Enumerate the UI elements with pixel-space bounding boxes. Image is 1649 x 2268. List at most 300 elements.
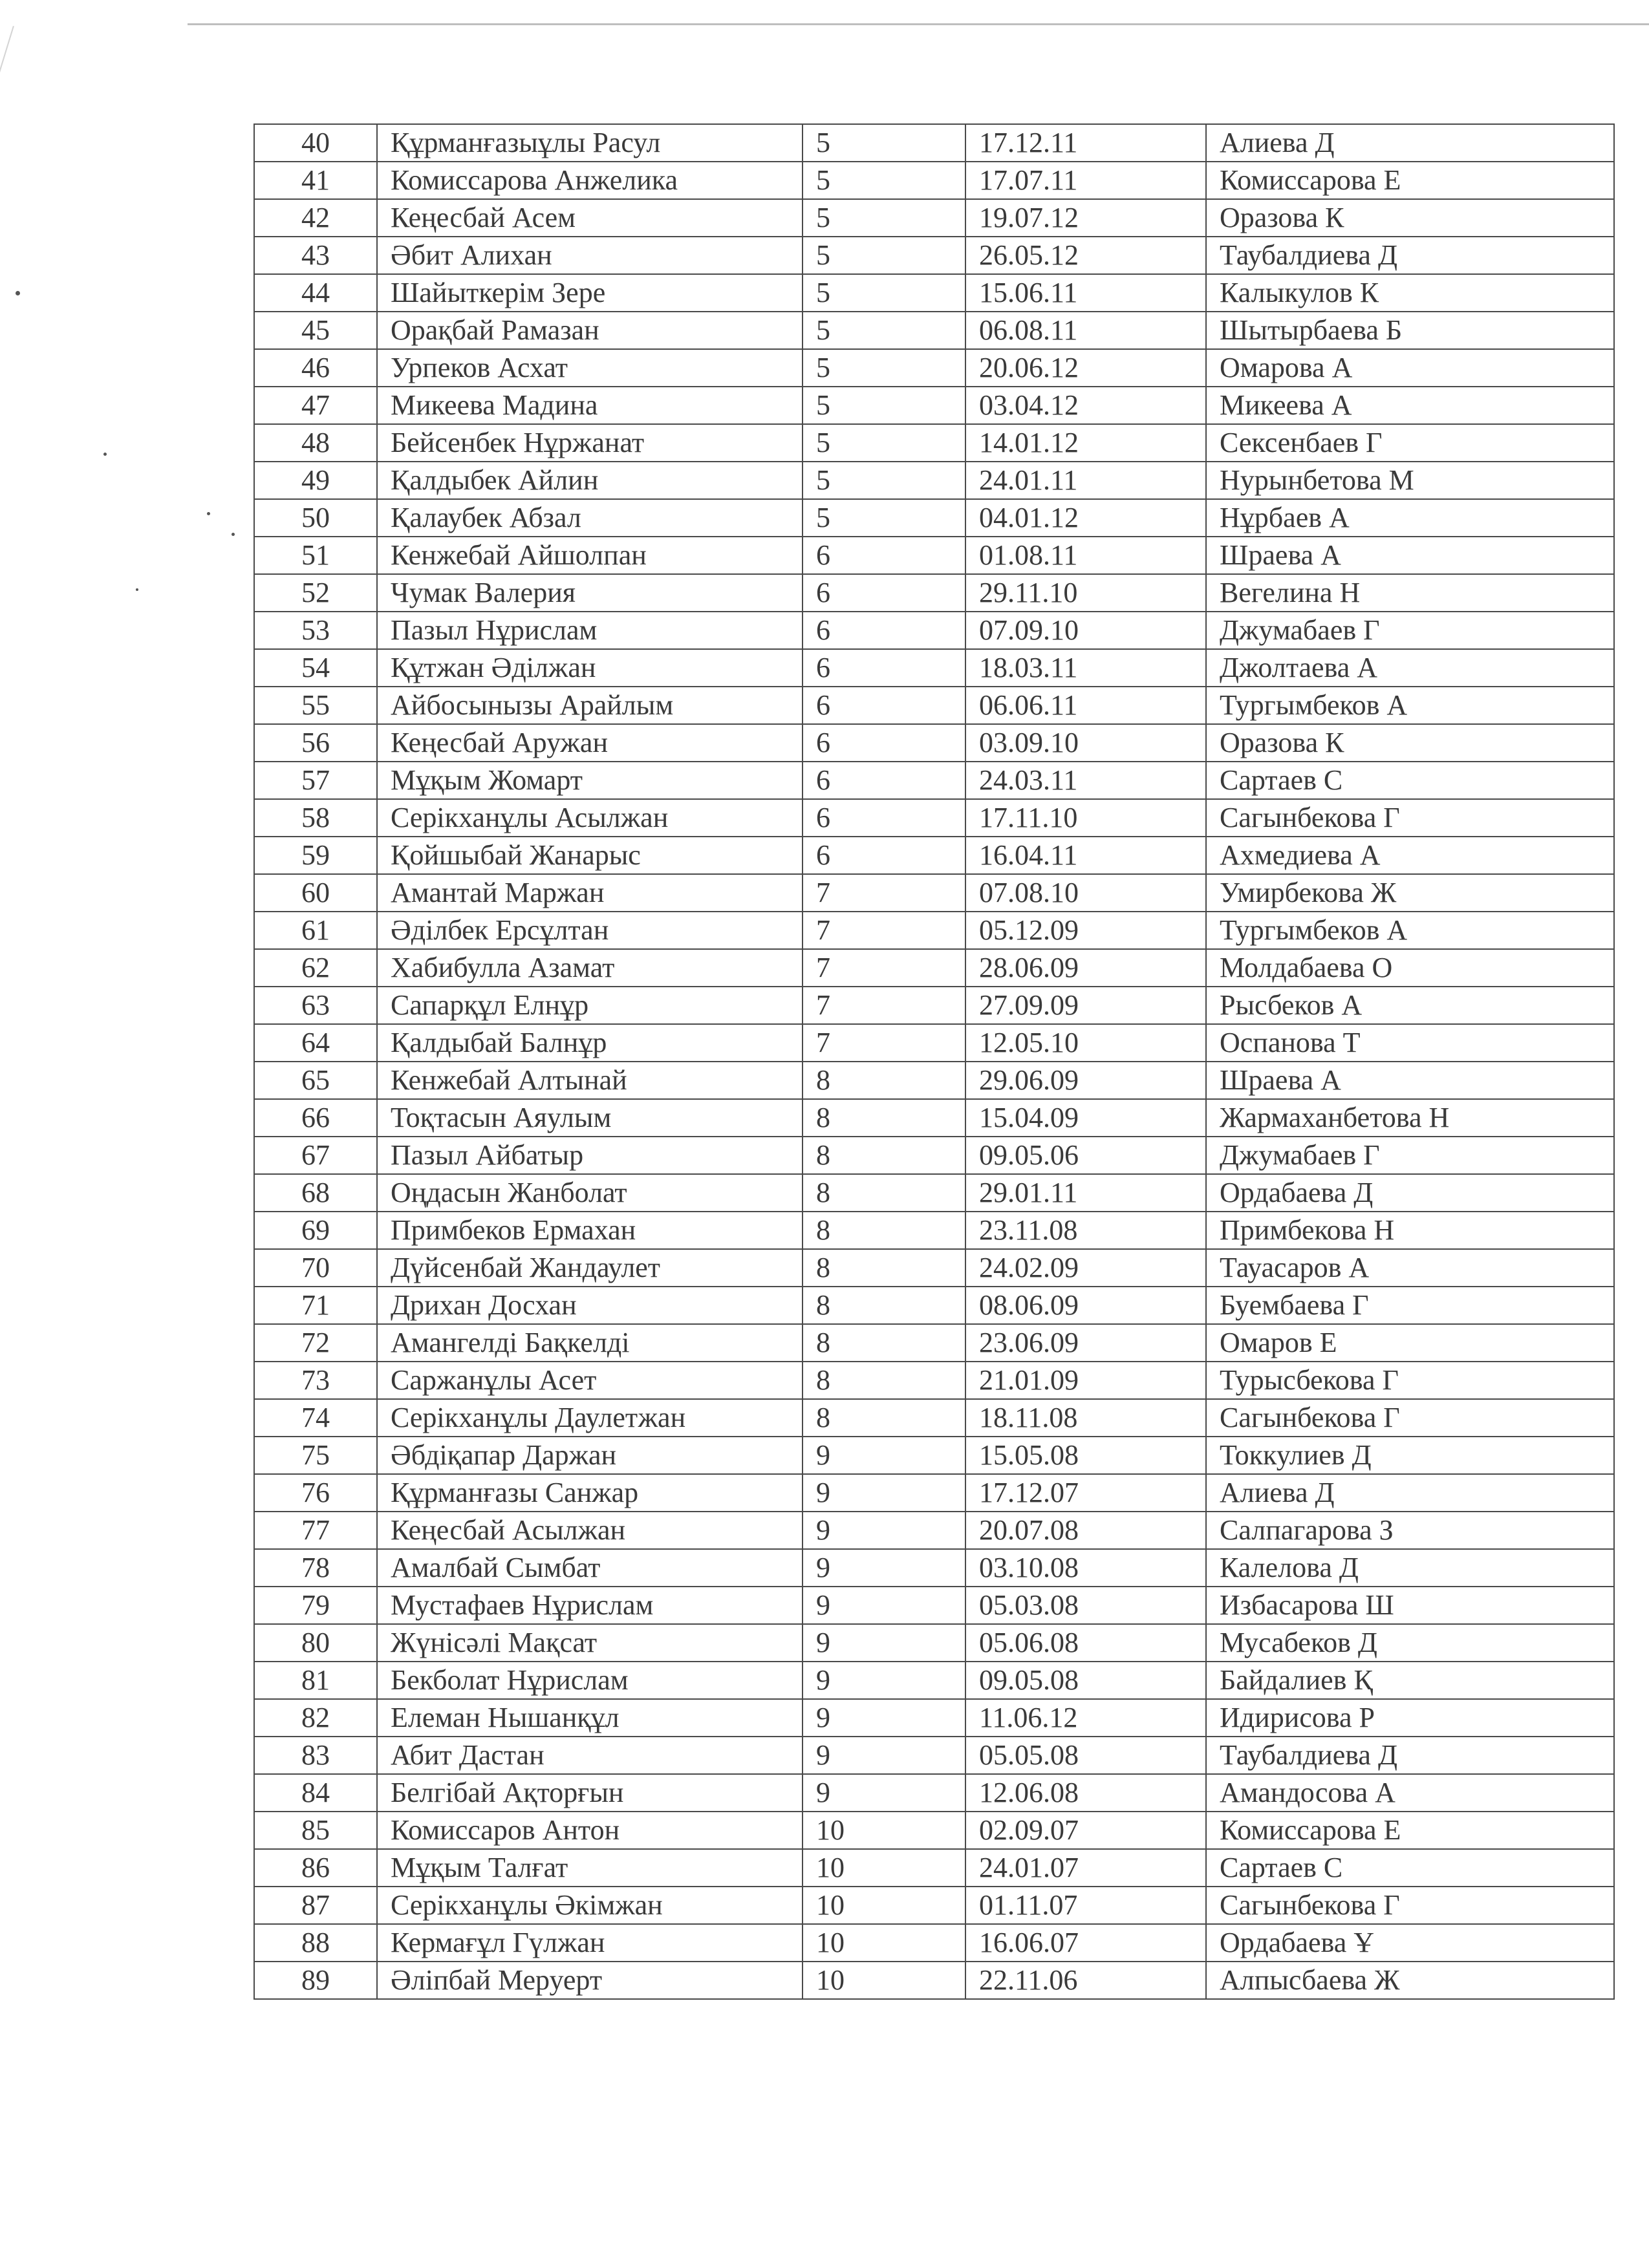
birth-date-cell: 08.06.09 xyxy=(965,1287,1206,1324)
birth-date-cell: 09.05.08 xyxy=(965,1662,1206,1699)
grade-cell: 5 xyxy=(803,199,965,237)
table-row xyxy=(254,1287,1614,1324)
student-name-cell: Қалдыбай Балнұр xyxy=(377,1024,803,1062)
birth-date-cell: 05.05.08 xyxy=(965,1737,1206,1774)
row-number-cell: 77 xyxy=(254,1512,377,1549)
grade-cell: 9 xyxy=(803,1662,965,1699)
student-name-cell: Айбосынызы Арайлым xyxy=(377,687,803,724)
grade-cell: 9 xyxy=(803,1699,965,1737)
student-name-cell: Кермағұл Гүлжан xyxy=(377,1924,803,1962)
row-number-cell: 49 xyxy=(254,462,377,499)
teacher-name-cell: Омаров Е xyxy=(1206,1324,1614,1362)
student-name-cell: Саржанұлы Асет xyxy=(377,1362,803,1399)
table-row xyxy=(254,1062,1614,1099)
table-row xyxy=(254,1587,1614,1624)
student-name-cell: Кеңесбай Асылжан xyxy=(377,1512,803,1549)
table-row xyxy=(254,1137,1614,1174)
student-name-cell: Серікханұлы Әкімжан xyxy=(377,1887,803,1924)
grade-cell: 8 xyxy=(803,1324,965,1362)
row-number-cell: 71 xyxy=(254,1287,377,1324)
table-row xyxy=(254,1887,1614,1924)
student-name-cell: Амантай Маржан xyxy=(377,874,803,912)
row-number-cell: 70 xyxy=(254,1249,377,1287)
student-name-cell: Құрманғазыұлы Расул xyxy=(377,124,803,162)
table-row xyxy=(254,1024,1614,1062)
student-name-cell: Әбдіқапар Даржан xyxy=(377,1437,803,1474)
student-name-cell: Комиссарова Анжелика xyxy=(377,162,803,199)
student-name-cell: Бекболат Нұрислам xyxy=(377,1662,803,1699)
birth-date-cell: 15.05.08 xyxy=(965,1437,1206,1474)
birth-date-cell: 29.01.11 xyxy=(965,1174,1206,1212)
grade-cell: 10 xyxy=(803,1887,965,1924)
student-name-cell: Кеңесбай Асем xyxy=(377,199,803,237)
grade-cell: 5 xyxy=(803,387,965,424)
table-row xyxy=(254,837,1614,874)
grade-cell: 8 xyxy=(803,1212,965,1249)
grade-cell: 8 xyxy=(803,1362,965,1399)
row-number-cell: 89 xyxy=(254,1962,377,1999)
teacher-name-cell: Идирисова Р xyxy=(1206,1699,1614,1737)
table-row xyxy=(254,612,1614,649)
teacher-name-cell: Шраева А xyxy=(1206,537,1614,574)
table-row xyxy=(254,1812,1614,1849)
teacher-name-cell: Джумабаев Г xyxy=(1206,612,1614,649)
table-row xyxy=(254,387,1614,424)
grade-cell: 6 xyxy=(803,649,965,687)
grade-cell: 6 xyxy=(803,537,965,574)
grade-cell: 10 xyxy=(803,1924,965,1962)
student-name-cell: Оңдасын Жанболат xyxy=(377,1174,803,1212)
teacher-name-cell: Байдалиев Қ xyxy=(1206,1662,1614,1699)
grade-cell: 9 xyxy=(803,1437,965,1474)
student-name-cell: Қалаубек Абзал xyxy=(377,499,803,537)
row-number-cell: 53 xyxy=(254,612,377,649)
table-row xyxy=(254,1249,1614,1287)
table-row xyxy=(254,499,1614,537)
row-number-cell: 52 xyxy=(254,574,377,612)
student-name-cell: Микеева Мадина xyxy=(377,387,803,424)
row-number-cell: 67 xyxy=(254,1137,377,1174)
table-row xyxy=(254,162,1614,199)
teacher-name-cell: Рысбеков А xyxy=(1206,987,1614,1024)
teacher-name-cell: Мусабеков Д xyxy=(1206,1624,1614,1662)
row-number-cell: 48 xyxy=(254,424,377,462)
birth-date-cell: 05.03.08 xyxy=(965,1587,1206,1624)
table-row xyxy=(254,1474,1614,1512)
student-name-cell: Пазыл Айбатыр xyxy=(377,1137,803,1174)
student-name-cell: Әділбек Ерсұлтан xyxy=(377,912,803,949)
row-number-cell: 64 xyxy=(254,1024,377,1062)
birth-date-cell: 17.12.07 xyxy=(965,1474,1206,1512)
grade-cell: 6 xyxy=(803,837,965,874)
table-row xyxy=(254,649,1614,687)
scan-speck xyxy=(103,453,107,456)
teacher-name-cell: Буембаева Г xyxy=(1206,1287,1614,1324)
student-name-cell: Абит Дастан xyxy=(377,1737,803,1774)
row-number-cell: 55 xyxy=(254,687,377,724)
table-row xyxy=(254,762,1614,799)
grade-cell: 5 xyxy=(803,162,965,199)
teacher-name-cell: Таубалдиева Д xyxy=(1206,1737,1614,1774)
scan-speck xyxy=(136,588,138,591)
student-name-cell: Әліпбай Меруерт xyxy=(377,1962,803,1999)
birth-date-cell: 11.06.12 xyxy=(965,1699,1206,1737)
grade-cell: 7 xyxy=(803,912,965,949)
student-name-cell: Тоқтасын Аяулым xyxy=(377,1099,803,1137)
row-number-cell: 58 xyxy=(254,799,377,837)
grade-cell: 9 xyxy=(803,1474,965,1512)
grade-cell: 10 xyxy=(803,1812,965,1849)
teacher-name-cell: Молдабаева О xyxy=(1206,949,1614,987)
row-number-cell: 42 xyxy=(254,199,377,237)
student-name-cell: Чумак Валерия xyxy=(377,574,803,612)
table-row xyxy=(254,1737,1614,1774)
table-row xyxy=(254,1549,1614,1587)
grade-cell: 6 xyxy=(803,574,965,612)
scan-speck xyxy=(232,533,235,536)
table-row xyxy=(254,1924,1614,1962)
birth-date-cell: 02.09.07 xyxy=(965,1812,1206,1849)
birth-date-cell: 29.11.10 xyxy=(965,574,1206,612)
table-row xyxy=(254,537,1614,574)
teacher-name-cell: Салпагарова З xyxy=(1206,1512,1614,1549)
birth-date-cell: 05.06.08 xyxy=(965,1624,1206,1662)
grade-cell: 9 xyxy=(803,1774,965,1812)
birth-date-cell: 04.01.12 xyxy=(965,499,1206,537)
grade-cell: 9 xyxy=(803,1624,965,1662)
birth-date-cell: 06.06.11 xyxy=(965,687,1206,724)
row-number-cell: 46 xyxy=(254,349,377,387)
teacher-name-cell: Умирбекова Ж xyxy=(1206,874,1614,912)
teacher-name-cell: Примбекова Н xyxy=(1206,1212,1614,1249)
teacher-name-cell: Оразова К xyxy=(1206,724,1614,762)
student-name-cell: Серікханұлы Асылжан xyxy=(377,799,803,837)
table-row xyxy=(254,1324,1614,1362)
birth-date-cell: 12.05.10 xyxy=(965,1024,1206,1062)
student-name-cell: Мұқым Жомарт xyxy=(377,762,803,799)
row-number-cell: 57 xyxy=(254,762,377,799)
row-number-cell: 81 xyxy=(254,1662,377,1699)
grade-cell: 7 xyxy=(803,1024,965,1062)
row-number-cell: 83 xyxy=(254,1737,377,1774)
birth-date-cell: 28.06.09 xyxy=(965,949,1206,987)
row-number-cell: 82 xyxy=(254,1699,377,1737)
grade-cell: 9 xyxy=(803,1549,965,1587)
grade-cell: 8 xyxy=(803,1287,965,1324)
grade-cell: 9 xyxy=(803,1737,965,1774)
grade-cell: 5 xyxy=(803,124,965,162)
student-name-cell: Дрихан Досхан xyxy=(377,1287,803,1324)
grade-cell: 5 xyxy=(803,499,965,537)
student-table xyxy=(253,123,1615,2000)
scan-speck xyxy=(16,291,20,295)
teacher-name-cell: Алиева Д xyxy=(1206,124,1614,162)
student-name-cell: Примбеков Ермахан xyxy=(377,1212,803,1249)
birth-date-cell: 18.11.08 xyxy=(965,1399,1206,1437)
teacher-name-cell: Тургымбеков А xyxy=(1206,687,1614,724)
teacher-name-cell: Алпысбаева Ж xyxy=(1206,1962,1614,1999)
table-row xyxy=(254,1399,1614,1437)
grade-cell: 7 xyxy=(803,949,965,987)
row-number-cell: 72 xyxy=(254,1324,377,1362)
row-number-cell: 75 xyxy=(254,1437,377,1474)
grade-cell: 8 xyxy=(803,1399,965,1437)
teacher-name-cell: Калелова Д xyxy=(1206,1549,1614,1587)
row-number-cell: 78 xyxy=(254,1549,377,1587)
birth-date-cell: 24.01.07 xyxy=(965,1849,1206,1887)
teacher-name-cell: Сексенбаев Г xyxy=(1206,424,1614,462)
birth-date-cell: 17.11.10 xyxy=(965,799,1206,837)
teacher-name-cell: Тауасаров А xyxy=(1206,1249,1614,1287)
row-number-cell: 62 xyxy=(254,949,377,987)
student-name-cell: Елеман Нышанқұл xyxy=(377,1699,803,1737)
grade-cell: 10 xyxy=(803,1849,965,1887)
student-name-cell: Серікханұлы Даулетжан xyxy=(377,1399,803,1437)
grade-cell: 10 xyxy=(803,1962,965,1999)
table-row xyxy=(254,687,1614,724)
birth-date-cell: 24.02.09 xyxy=(965,1249,1206,1287)
table-row xyxy=(254,237,1614,274)
grade-cell: 8 xyxy=(803,1099,965,1137)
student-name-cell: Қалдыбек Айлин xyxy=(377,462,803,499)
birth-date-cell: 03.10.08 xyxy=(965,1549,1206,1587)
birth-date-cell: 01.11.07 xyxy=(965,1887,1206,1924)
grade-cell: 8 xyxy=(803,1249,965,1287)
grade-cell: 5 xyxy=(803,312,965,349)
student-name-cell: Жүнісәлі Мақсат xyxy=(377,1624,803,1662)
student-name-cell: Бейсенбек Нұржанат xyxy=(377,424,803,462)
teacher-name-cell: Нұрбаев А xyxy=(1206,499,1614,537)
student-name-cell: Урпеков Асхат xyxy=(377,349,803,387)
birth-date-cell: 07.08.10 xyxy=(965,874,1206,912)
scan-speck xyxy=(207,512,210,515)
student-name-cell: Комиссаров Антон xyxy=(377,1812,803,1849)
teacher-name-cell: Тургымбеков А xyxy=(1206,912,1614,949)
row-number-cell: 88 xyxy=(254,1924,377,1962)
table-row xyxy=(254,987,1614,1024)
student-name-cell: Құтжан Әділжан xyxy=(377,649,803,687)
birth-date-cell: 26.05.12 xyxy=(965,237,1206,274)
grade-cell: 6 xyxy=(803,687,965,724)
student-name-cell: Құрманғазы Санжар xyxy=(377,1474,803,1512)
birth-date-cell: 23.11.08 xyxy=(965,1212,1206,1249)
teacher-name-cell: Оразова К xyxy=(1206,199,1614,237)
scan-edge-left xyxy=(0,26,14,614)
grade-cell: 6 xyxy=(803,612,965,649)
grade-cell: 5 xyxy=(803,237,965,274)
birth-date-cell: 20.06.12 xyxy=(965,349,1206,387)
teacher-name-cell: Комиссарова Е xyxy=(1206,1812,1614,1849)
birth-date-cell: 05.12.09 xyxy=(965,912,1206,949)
birth-date-cell: 06.08.11 xyxy=(965,312,1206,349)
row-number-cell: 45 xyxy=(254,312,377,349)
table-row xyxy=(254,1774,1614,1812)
birth-date-cell: 01.08.11 xyxy=(965,537,1206,574)
student-name-cell: Кенжебай Айшолпан xyxy=(377,537,803,574)
student-name-cell: Дүйсенбай Жандаулет xyxy=(377,1249,803,1287)
birth-date-cell: 18.03.11 xyxy=(965,649,1206,687)
table-row xyxy=(254,199,1614,237)
teacher-name-cell: Оспанова Т xyxy=(1206,1024,1614,1062)
birth-date-cell: 15.06.11 xyxy=(965,274,1206,312)
teacher-name-cell: Ордабаева Д xyxy=(1206,1174,1614,1212)
table-row xyxy=(254,1362,1614,1399)
grade-cell: 7 xyxy=(803,987,965,1024)
birth-date-cell: 27.09.09 xyxy=(965,987,1206,1024)
table-row xyxy=(254,1624,1614,1662)
student-name-cell: Мұқым Талғат xyxy=(377,1849,803,1887)
row-number-cell: 73 xyxy=(254,1362,377,1399)
table-row xyxy=(254,724,1614,762)
grade-cell: 8 xyxy=(803,1137,965,1174)
table-row xyxy=(254,912,1614,949)
row-number-cell: 51 xyxy=(254,537,377,574)
table-row xyxy=(254,1099,1614,1137)
birth-date-cell: 17.12.11 xyxy=(965,124,1206,162)
student-name-cell: Белгібай Ақторғын xyxy=(377,1774,803,1812)
row-number-cell: 54 xyxy=(254,649,377,687)
table-row xyxy=(254,274,1614,312)
birth-date-cell: 19.07.12 xyxy=(965,199,1206,237)
grade-cell: 9 xyxy=(803,1512,965,1549)
teacher-name-cell: Сартаев С xyxy=(1206,762,1614,799)
table-row xyxy=(254,874,1614,912)
grade-cell: 6 xyxy=(803,724,965,762)
table-row xyxy=(254,1962,1614,1999)
row-number-cell: 56 xyxy=(254,724,377,762)
row-number-cell: 68 xyxy=(254,1174,377,1212)
birth-date-cell: 09.05.06 xyxy=(965,1137,1206,1174)
row-number-cell: 61 xyxy=(254,912,377,949)
row-number-cell: 63 xyxy=(254,987,377,1024)
student-table-body xyxy=(254,124,1614,1999)
row-number-cell: 43 xyxy=(254,237,377,274)
row-number-cell: 40 xyxy=(254,124,377,162)
student-name-cell: Амангелді Бақкелді xyxy=(377,1324,803,1362)
teacher-name-cell: Сагынбекова Г xyxy=(1206,1399,1614,1437)
grade-cell: 5 xyxy=(803,462,965,499)
teacher-name-cell: Комиссарова Е xyxy=(1206,162,1614,199)
teacher-name-cell: Жармаханбетова Н xyxy=(1206,1099,1614,1137)
teacher-name-cell: Сагынбекова Г xyxy=(1206,1887,1614,1924)
row-number-cell: 44 xyxy=(254,274,377,312)
teacher-name-cell: Вегелина Н xyxy=(1206,574,1614,612)
row-number-cell: 85 xyxy=(254,1812,377,1849)
birth-date-cell: 21.01.09 xyxy=(965,1362,1206,1399)
birth-date-cell: 16.04.11 xyxy=(965,837,1206,874)
birth-date-cell: 22.11.06 xyxy=(965,1962,1206,1999)
birth-date-cell: 24.01.11 xyxy=(965,462,1206,499)
birth-date-cell: 03.09.10 xyxy=(965,724,1206,762)
birth-date-cell: 16.06.07 xyxy=(965,1924,1206,1962)
teacher-name-cell: Турысбекова Г xyxy=(1206,1362,1614,1399)
row-number-cell: 59 xyxy=(254,837,377,874)
birth-date-cell: 15.04.09 xyxy=(965,1099,1206,1137)
student-name-cell: Пазыл Нұрислам xyxy=(377,612,803,649)
grade-cell: 5 xyxy=(803,274,965,312)
teacher-name-cell: Микеева А xyxy=(1206,387,1614,424)
birth-date-cell: 03.04.12 xyxy=(965,387,1206,424)
table-row xyxy=(254,1512,1614,1549)
table-row xyxy=(254,312,1614,349)
row-number-cell: 87 xyxy=(254,1887,377,1924)
table-row xyxy=(254,1174,1614,1212)
student-name-cell: Сапарқұл Елнұр xyxy=(377,987,803,1024)
table-row xyxy=(254,1699,1614,1737)
birth-date-cell: 29.06.09 xyxy=(965,1062,1206,1099)
grade-cell: 5 xyxy=(803,349,965,387)
table-row xyxy=(254,1849,1614,1887)
row-number-cell: 69 xyxy=(254,1212,377,1249)
teacher-name-cell: Калыкулов К xyxy=(1206,274,1614,312)
row-number-cell: 79 xyxy=(254,1587,377,1624)
birth-date-cell: 20.07.08 xyxy=(965,1512,1206,1549)
teacher-name-cell: Алиева Д xyxy=(1206,1474,1614,1512)
birth-date-cell: 23.06.09 xyxy=(965,1324,1206,1362)
row-number-cell: 66 xyxy=(254,1099,377,1137)
row-number-cell: 47 xyxy=(254,387,377,424)
row-number-cell: 80 xyxy=(254,1624,377,1662)
student-name-cell: Әбит Алихан xyxy=(377,237,803,274)
student-name-cell: Кеңесбай Аружан xyxy=(377,724,803,762)
grade-cell: 7 xyxy=(803,874,965,912)
grade-cell: 8 xyxy=(803,1062,965,1099)
teacher-name-cell: Шытырбаева Б xyxy=(1206,312,1614,349)
table-row xyxy=(254,949,1614,987)
teacher-name-cell: Сартаев С xyxy=(1206,1849,1614,1887)
birth-date-cell: 12.06.08 xyxy=(965,1774,1206,1812)
table-row xyxy=(254,799,1614,837)
table-row xyxy=(254,1212,1614,1249)
student-name-cell: Кенжебай Алтынай xyxy=(377,1062,803,1099)
row-number-cell: 84 xyxy=(254,1774,377,1812)
table-row xyxy=(254,1662,1614,1699)
teacher-name-cell: Избасарова Ш xyxy=(1206,1587,1614,1624)
teacher-name-cell: Джумабаев Г xyxy=(1206,1137,1614,1174)
grade-cell: 6 xyxy=(803,762,965,799)
teacher-name-cell: Омарова А xyxy=(1206,349,1614,387)
row-number-cell: 76 xyxy=(254,1474,377,1512)
teacher-name-cell: Нурынбетова М xyxy=(1206,462,1614,499)
teacher-name-cell: Шраева А xyxy=(1206,1062,1614,1099)
teacher-name-cell: Джолтаева А xyxy=(1206,649,1614,687)
row-number-cell: 41 xyxy=(254,162,377,199)
teacher-name-cell: Сагынбекова Г xyxy=(1206,799,1614,837)
row-number-cell: 65 xyxy=(254,1062,377,1099)
table-row xyxy=(254,462,1614,499)
teacher-name-cell: Ордабаева Ұ xyxy=(1206,1924,1614,1962)
table-row xyxy=(254,424,1614,462)
birth-date-cell: 17.07.11 xyxy=(965,162,1206,199)
student-name-cell: Мустафаев Нұрислам xyxy=(377,1587,803,1624)
teacher-name-cell: Ахмедиева А xyxy=(1206,837,1614,874)
student-name-cell: Қойшыбай Жанарыс xyxy=(377,837,803,874)
grade-cell: 5 xyxy=(803,424,965,462)
table-row xyxy=(254,574,1614,612)
teacher-name-cell: Токкулиев Д xyxy=(1206,1437,1614,1474)
birth-date-cell: 14.01.12 xyxy=(965,424,1206,462)
scan-edge-top xyxy=(188,23,1649,25)
grade-cell: 9 xyxy=(803,1587,965,1624)
birth-date-cell: 07.09.10 xyxy=(965,612,1206,649)
table-row xyxy=(254,1437,1614,1474)
row-number-cell: 60 xyxy=(254,874,377,912)
teacher-name-cell: Амандосова А xyxy=(1206,1774,1614,1812)
row-number-cell: 86 xyxy=(254,1849,377,1887)
row-number-cell: 74 xyxy=(254,1399,377,1437)
table-row xyxy=(254,124,1614,162)
student-name-cell: Шайыткерім Зере xyxy=(377,274,803,312)
